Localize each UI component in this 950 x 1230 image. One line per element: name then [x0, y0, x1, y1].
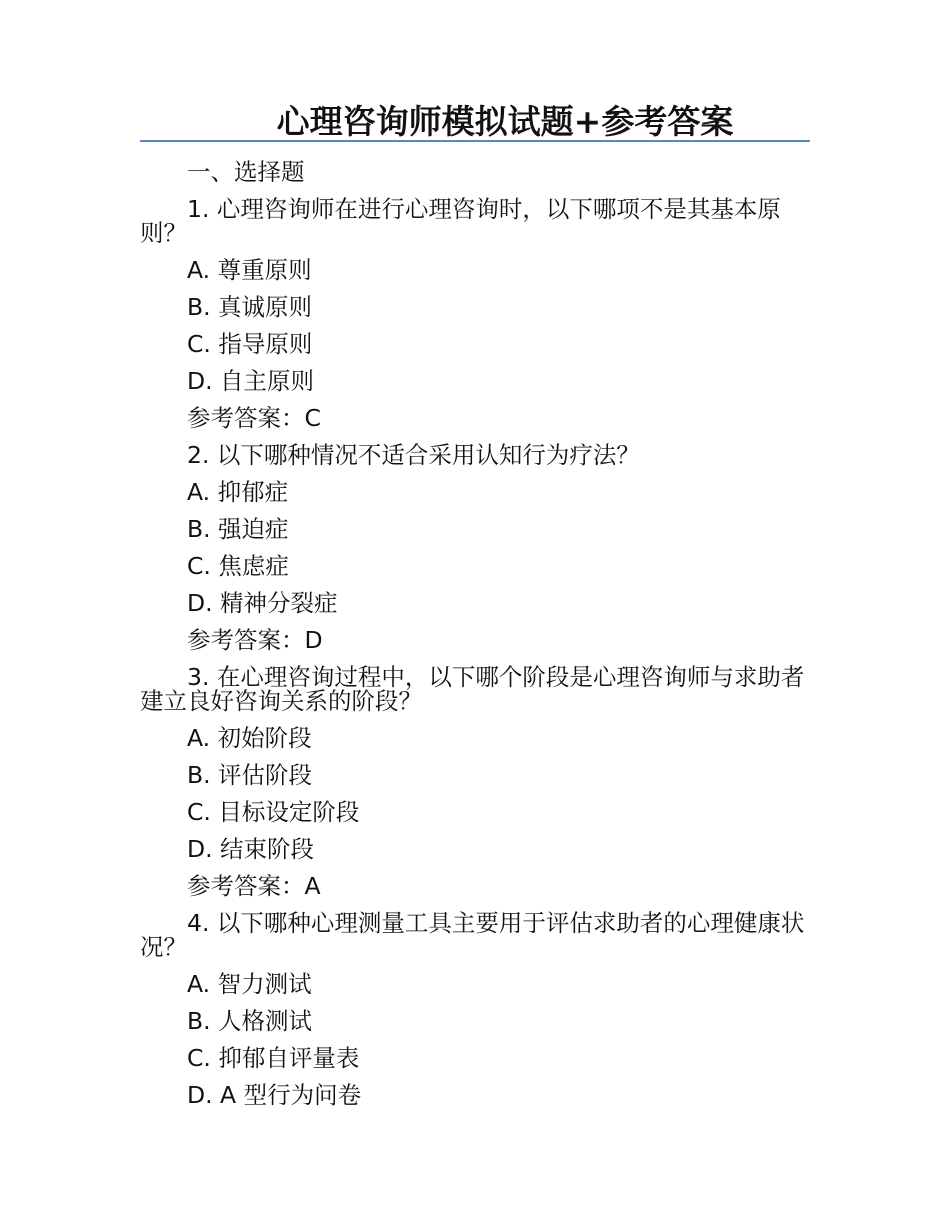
option-b: B. 强迫症	[187, 515, 289, 543]
question-4	[140, 911, 810, 1114]
option-c: C. 抑郁自评量表	[187, 1044, 360, 1072]
option-b: B. 真诚原则	[187, 293, 313, 321]
option-d: D. A 型行为问卷	[187, 1081, 362, 1109]
option-c: C. 焦虑症	[187, 552, 289, 580]
option-d: D. 结束阶段	[187, 835, 315, 863]
option-b: B. 人格测试	[187, 1007, 313, 1035]
question-2	[140, 437, 810, 659]
question-stem: 3. 在心理咨询过程中，以下哪个阶段是心理咨询师与求助者建立良好咨询关系的阶段？	[140, 663, 805, 715]
option-d: D. 精神分裂症	[187, 589, 338, 617]
option-a: A. 尊重原则	[187, 256, 312, 284]
reference-answer: 参考答案：C	[187, 404, 321, 432]
section-heading: 一、选择题	[187, 158, 305, 186]
option-b: B. 评估阶段	[187, 761, 313, 789]
question-stem: 4. 以下哪种心理测量工具主要用于评估求助者的心理健康状况？	[140, 909, 805, 961]
reference-answer: 参考答案：A	[187, 872, 321, 900]
document-title: 心理咨询师模拟试题+参考答案	[276, 102, 734, 141]
question-1	[140, 197, 810, 437]
option-a: A. 抑郁症	[187, 478, 289, 506]
question-3	[140, 665, 810, 905]
question-stem: 2. 以下哪种情况不适合采用认知行为疗法？	[187, 441, 640, 469]
option-c: C. 指导原则	[187, 330, 313, 358]
option-a: A. 初始阶段	[187, 724, 312, 752]
option-c: C. 目标设定阶段	[187, 798, 360, 826]
option-d: D. 自主原则	[187, 367, 315, 395]
question-stem: 1. 心理咨询师在进行心理咨询时，以下哪项不是其基本原则？	[140, 195, 781, 247]
option-a: A. 智力测试	[187, 970, 312, 998]
document-page	[140, 100, 810, 1114]
reference-answer: 参考答案：D	[187, 626, 323, 654]
